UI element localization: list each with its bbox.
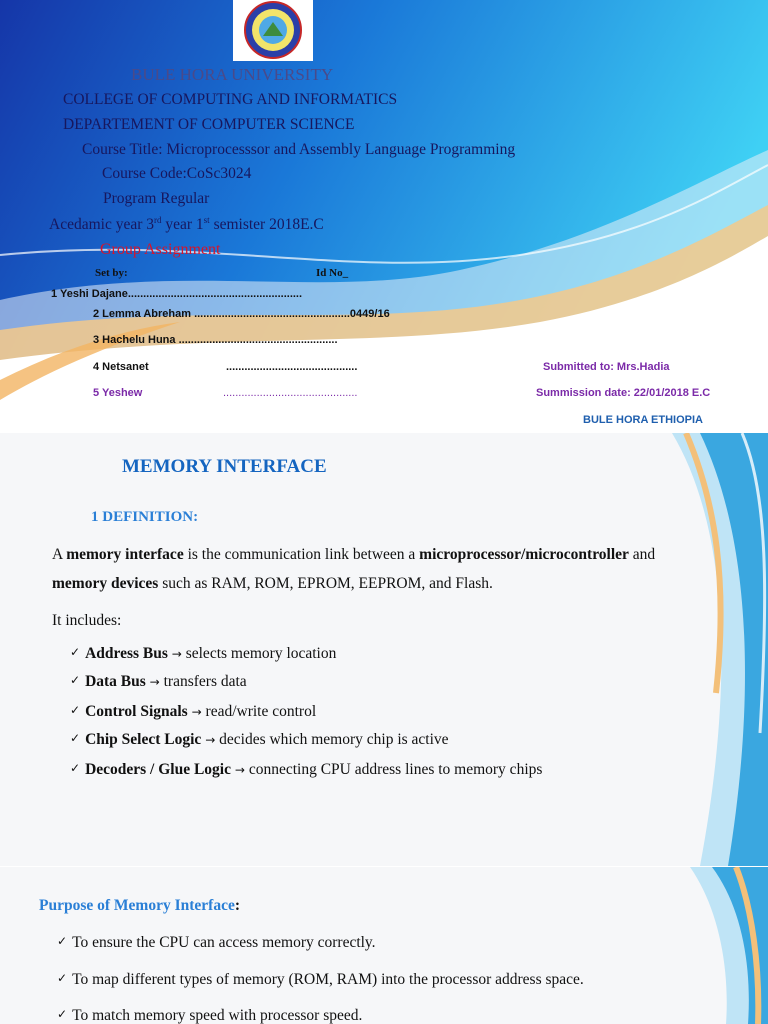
definition-line-1: A memory interface is the communication link between a microprocessor/microcontroller and — [52, 546, 656, 563]
purpose-heading: Purpose of Memory Interface: — [39, 897, 241, 914]
arrow-icon: → — [191, 705, 202, 719]
definition-heading: 1 DEFINITION: — [91, 509, 199, 525]
member-5-dots: ............................................ — [223, 387, 358, 399]
arrow-icon: → — [234, 763, 245, 777]
arrow-icon: → — [205, 733, 216, 747]
academic-year: Acedamic year 3rd year 1st semister 2018E.C — [49, 215, 324, 234]
list-item: ✓ Chip Select Logic → decides which memory chip is active — [70, 731, 449, 748]
arrow-icon: → — [171, 647, 182, 661]
list-item: ✓ To map different types of memory (ROM, RAM) into the processor address space. — [57, 971, 584, 988]
list-item: ✓ Control Signals → read/write control — [70, 703, 317, 720]
check-icon: ✓ — [70, 703, 81, 717]
list-item: ✓ Decoders / Glue Logic → connecting CPU address lines to memory chips — [70, 761, 543, 778]
university-name: BULE HORA UNIVERSITY — [131, 65, 334, 84]
program: Program Regular — [103, 190, 210, 207]
check-icon: ✓ — [57, 1007, 68, 1021]
purpose-page — [0, 867, 768, 1024]
submission-date: Summission date: 22/01/2018 E.C — [536, 387, 711, 399]
assignment-title: Group Assignment — [100, 241, 221, 258]
member-1: 1 Yeshi Dajane......................................................... — [51, 288, 303, 300]
location: BULE HORA ETHIOPIA — [583, 414, 703, 426]
list-item: ✓ Data Bus → transfers data — [70, 673, 247, 690]
college-name: COLLEGE OF COMPUTING AND INFORMATICS — [63, 91, 398, 108]
course-code: Course Code:CoSc3024 — [102, 165, 252, 182]
check-icon: ✓ — [57, 971, 68, 985]
member-4: 4 Netsanet — [93, 361, 149, 373]
check-icon: ✓ — [70, 731, 81, 745]
university-logo — [233, 0, 313, 61]
member-5: 5 Yeshew — [93, 387, 143, 399]
list-item: ✓ To match memory speed with processor speed. — [57, 1007, 363, 1024]
member-4-dots: ........................................... — [226, 361, 358, 373]
member-3: 3 Hachelu Huna .................................................... — [93, 334, 338, 346]
cover-page — [0, 0, 768, 432]
list-item: ✓ To ensure the CPU can access memory correctly. — [57, 934, 376, 951]
member-2: 2 Lemma Abreham ...................................................0449/16 — [93, 308, 390, 320]
check-icon: ✓ — [70, 761, 81, 775]
submitted-to: Submitted to: Mrs.Hadia — [543, 361, 670, 373]
memory-interface-page — [0, 433, 768, 866]
set-by-label: Set by: — [95, 267, 128, 279]
check-icon: ✓ — [57, 934, 68, 948]
department-name: DEPARTEMENT OF COMPUTER SCIENCE — [63, 116, 355, 133]
page-heading: MEMORY INTERFACE — [122, 456, 327, 477]
arrow-icon: → — [149, 675, 160, 689]
includes-label: It includes: — [52, 612, 122, 629]
definition-line-2: memory devices such as RAM, ROM, EPROM, EEPROM, and Flash. — [52, 575, 493, 592]
check-icon: ✓ — [70, 673, 81, 687]
check-icon: ✓ — [70, 645, 81, 659]
list-item: ✓ Address Bus → selects memory location — [70, 645, 337, 662]
id-no-label: Id No_ — [316, 267, 349, 279]
course-title: Course Title: Microprocesssor and Assembly Language Programming — [82, 141, 516, 158]
